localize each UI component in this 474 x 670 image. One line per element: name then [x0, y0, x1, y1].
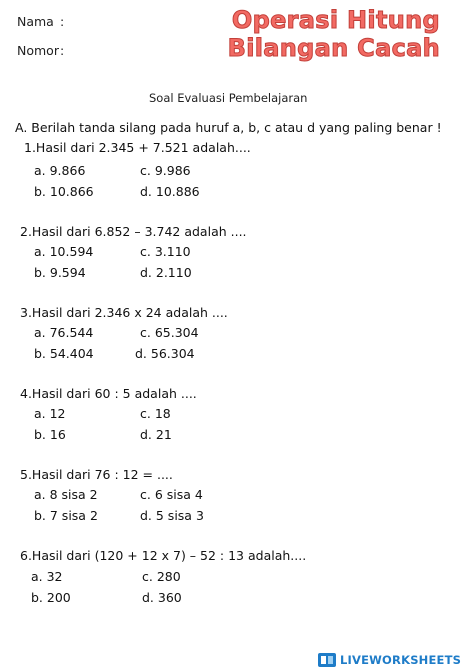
option-3c[interactable]: c. 65.304 — [140, 325, 199, 340]
subtitle: Soal Evaluasi Pembelajaran — [149, 91, 308, 105]
option-5b[interactable]: b. 7 sisa 2 — [34, 508, 98, 523]
nama-colon: : — [60, 14, 65, 29]
option-6b[interactable]: b. 200 — [31, 590, 71, 605]
option-2c[interactable]: c. 3.110 — [140, 244, 191, 259]
question-1: 1.Hasil dari 2.345 + 7.521 adalah.... — [24, 140, 251, 155]
option-1c[interactable]: c. 9.986 — [140, 163, 191, 178]
option-1a[interactable]: a. 9.866 — [34, 163, 86, 178]
option-4b[interactable]: b. 16 — [34, 427, 66, 442]
option-6a[interactable]: a. 32 — [31, 569, 63, 584]
nomor-label: Nomor — [17, 43, 59, 58]
option-5c[interactable]: c. 6 sisa 4 — [140, 487, 203, 502]
option-6d[interactable]: d. 360 — [142, 590, 182, 605]
option-3b[interactable]: b. 54.404 — [34, 346, 94, 361]
question-5: 5.Hasil dari 76 : 12 = .... — [20, 467, 173, 482]
option-5d[interactable]: d. 5 sisa 3 — [140, 508, 204, 523]
question-4: 4.Hasil dari 60 : 5 adalah .... — [20, 386, 197, 401]
liveworksheets-brand-text: LIVEWORKSHEETS — [340, 653, 462, 667]
question-6: 6.Hasil dari (120 + 12 x 7) – 52 : 13 adalah.... — [20, 548, 307, 563]
option-2d[interactable]: d. 2.110 — [140, 265, 192, 280]
question-2: 2.Hasil dari 6.852 – 3.742 adalah .... — [20, 224, 247, 239]
option-6c[interactable]: c. 280 — [142, 569, 181, 584]
option-4d[interactable]: d. 21 — [140, 427, 172, 442]
option-2b[interactable]: b. 9.594 — [34, 265, 86, 280]
option-4c[interactable]: c. 18 — [140, 406, 171, 421]
title-line-2: Bilangan Cacah — [227, 34, 440, 62]
option-4a[interactable]: a. 12 — [34, 406, 66, 421]
liveworksheets-footer[interactable] — [318, 653, 466, 667]
instruction: A. Berilah tanda silang pada huruf a, b, c atau d yang paling benar ! — [15, 120, 442, 135]
nama-label: Nama — [17, 14, 54, 29]
title-line-1: Operasi Hitung — [231, 6, 440, 34]
option-3a[interactable]: a. 76.544 — [34, 325, 94, 340]
option-1d[interactable]: d. 10.886 — [140, 184, 200, 199]
option-1b[interactable]: b. 10.866 — [34, 184, 94, 199]
liveworksheets-logo-icon — [318, 653, 336, 667]
option-3d[interactable]: d. 56.304 — [135, 346, 195, 361]
option-5a[interactable]: a. 8 sisa 2 — [34, 487, 98, 502]
option-2a[interactable]: a. 10.594 — [34, 244, 94, 259]
question-3: 3.Hasil dari 2.346 x 24 adalah .... — [20, 305, 228, 320]
nomor-colon: : — [60, 43, 65, 58]
